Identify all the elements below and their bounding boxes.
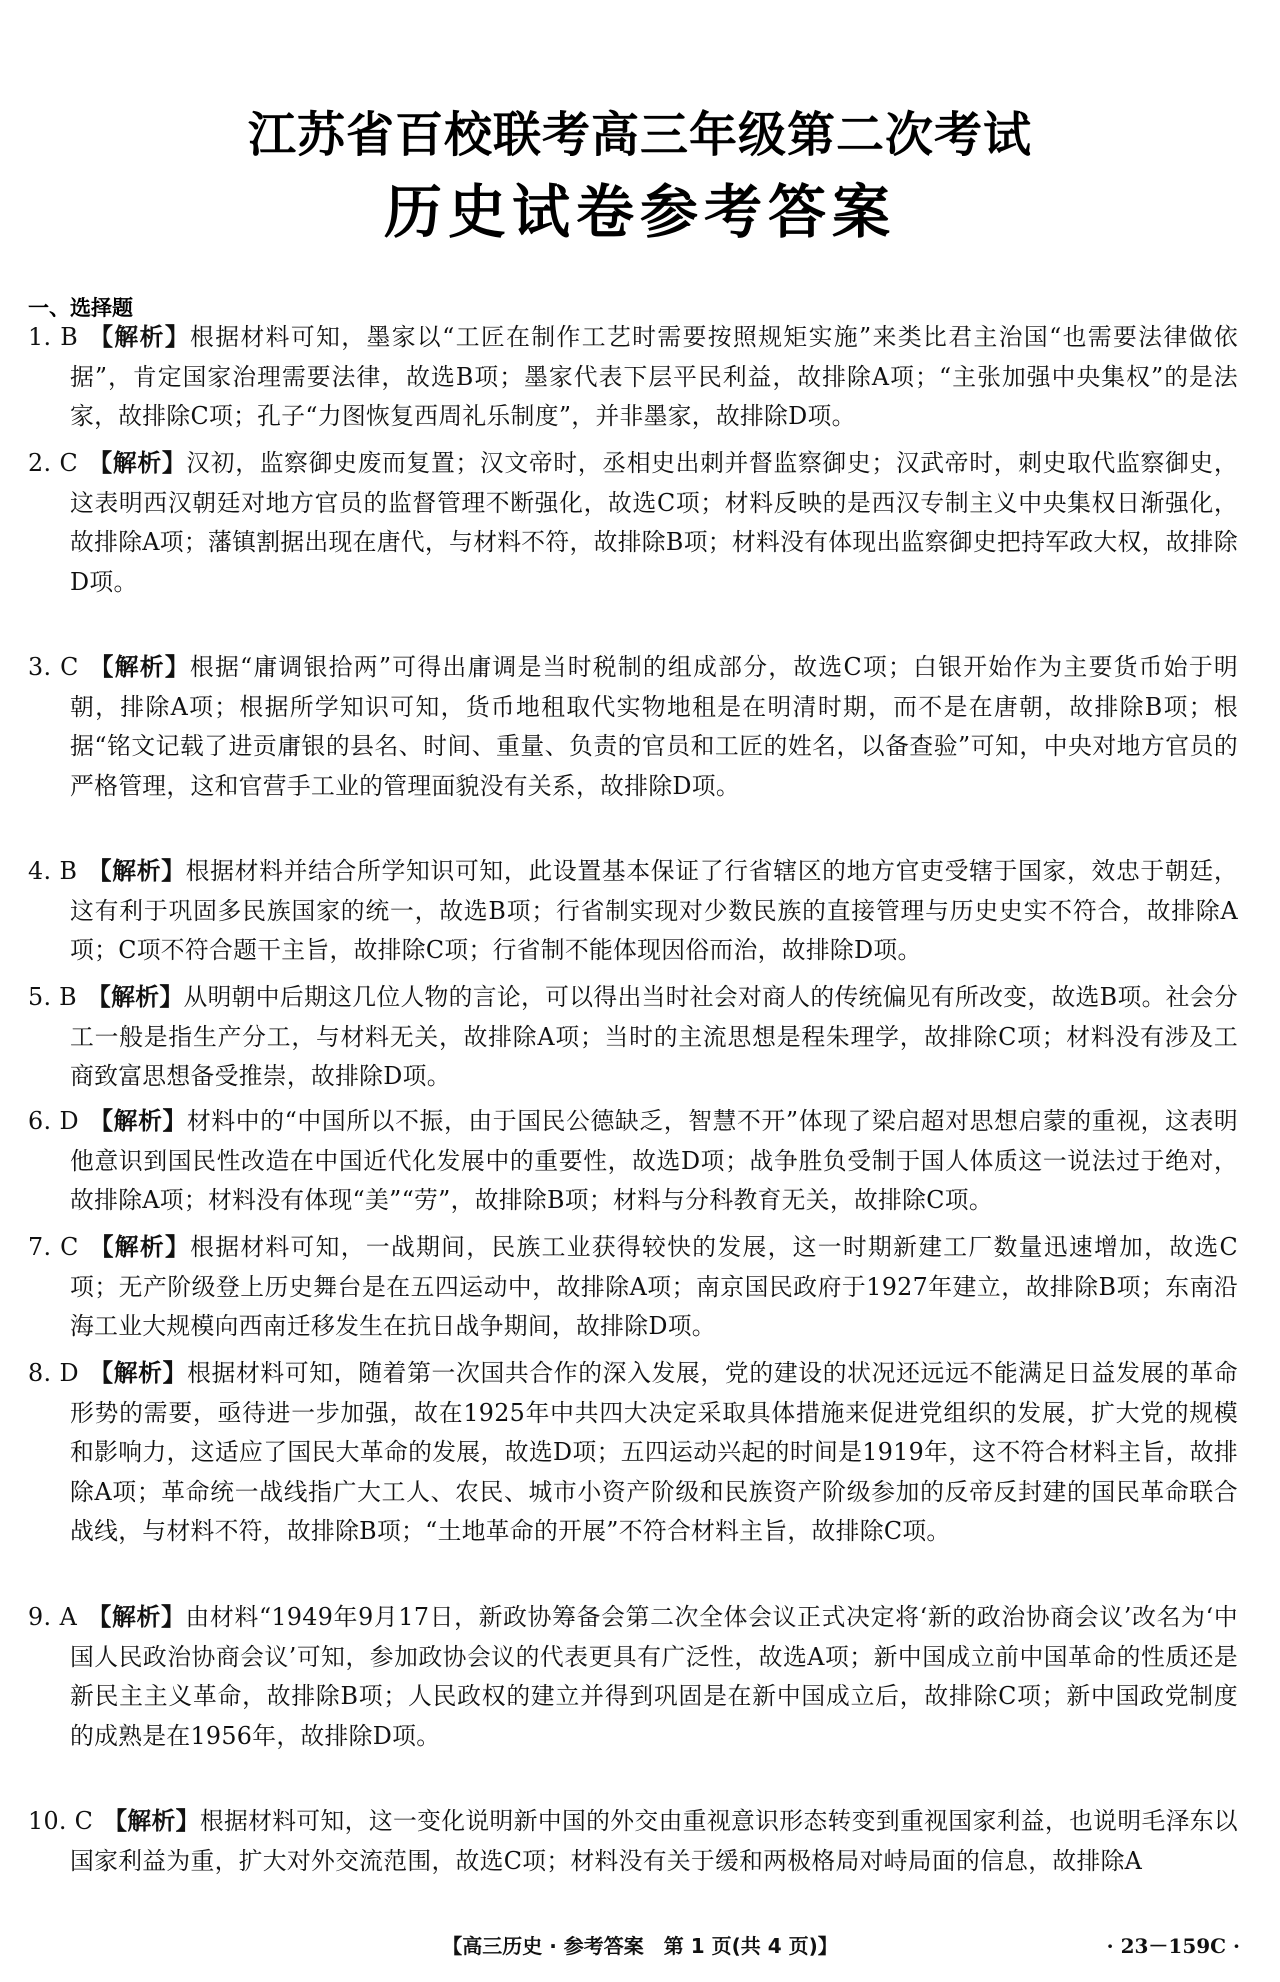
question-item — [28, 318, 1238, 437]
question-answer: 3. C — [28, 653, 79, 681]
analysis-tag: 【解析】 — [88, 1233, 191, 1261]
question-item — [28, 1102, 1238, 1221]
analysis-text: 汉初，监察御史废而复置；汉文帝时，丞相史出刺并督监察御史；汉武帝时，刺史取代监察御史，这表明西汉朝廷对地方官员的监督管理不断强化，故选C项；材料反映的是西汉专制主义中央集权日渐强化，故排除A项；藩镇割据出现在唐代，与材料不符，故排除B项；材料没有体现出监察御史把持军政大权，故排除D项。 — [70, 449, 1238, 596]
analysis-tag: 【解析】 — [87, 1603, 186, 1631]
analysis-text: 根据材料可知，随着第一次国共合作的深入发展，党的建设的状况还远远不能满足日益发展的革命形势的需要，亟待进一步加强，故在1925年中共四大决定采取具体措施来促进党组织的发展，扩大党的规模和影响力，这适应了国民大革命的发展，故选D项；五四运动兴起的时间是1919年，这不符合材料主旨，故排除A项；革命统一战线指广大工人、农民、城市小资产阶级和民族资产阶级参加的反帝反封建的国民革命联合战线，与材料不符，故排除B项；“土地革命的开展”不符合材料主旨，故排除C项。 — [70, 1359, 1238, 1545]
analysis-tag: 【解析】 — [88, 1107, 187, 1135]
analysis-tag: 【解析】 — [103, 1807, 200, 1835]
question-answer: 2. C — [28, 449, 79, 477]
analysis-text: 根据材料可知，一战期间，民族工业获得较快的发展，这一时期新建工厂数量迅速增加，故选C项；无产阶级登上历史舞台是在五四运动中，故排除A项；南京国民政府于1927年建立，故排除B项；东南沿海工业大规模向西南迁移发生在抗日战争期间，故排除D项。 — [70, 1233, 1238, 1340]
analysis-text: 根据材料并结合所学知识可知，此设置基本保证了行省辖区的地方官吏受辖于国家，效忠于朝廷，这有利于巩固多民族国家的统一，故选B项；行省制实现对少数民族的直接管理与历史史实不符合，故排除A项；C项不符合题干主旨，故排除C项；行省制不能体现因俗而治，故排除D项。 — [70, 857, 1238, 964]
question-item — [28, 852, 1238, 971]
question-answer: 6. D — [28, 1107, 79, 1135]
question-answer: 4. B — [28, 857, 78, 885]
question-answer: 7. C — [28, 1233, 79, 1261]
analysis-tag: 【解析】 — [86, 983, 184, 1011]
analysis-text: 根据“庸调银拾两”可得出庸调是当时税制的组成部分，故选C项；白银开始作为主要货币始于明朝，排除A项；根据所学知识可知，货币地租取代实物地租是在明清时期，而不是在唐朝，故排除B项；根据“铭文记载了进贡庸银的县名、时间、重量、负责的官员和工匠的姓名，以备查验”可知，中央对地方官员的严格管理，这和官营手工业的管理面貌没有关系，故排除D项。 — [70, 653, 1239, 800]
question-item — [28, 444, 1238, 602]
analysis-tag: 【解析】 — [88, 449, 187, 477]
question-answer: 9. A — [28, 1603, 78, 1631]
question-item — [28, 648, 1238, 806]
question-answer: 1. B — [28, 323, 79, 351]
section-title: 一、选择题 — [28, 296, 133, 320]
analysis-text: 根据材料可知，墨家以“工匠在制作工艺时需要按照规矩实施”来类比君主治国“也需要法律做依据”，肯定国家治理需要法律，故选B项；墨家代表下层平民利益，故排除A项；“主张加强中央集权”的是法家，故排除C项；孔子“力图恢复西周礼乐制度”，并非墨家，故排除D项。 — [70, 323, 1238, 430]
question-item — [28, 978, 1238, 1097]
analysis-tag: 【解析】 — [88, 1359, 188, 1387]
question-answer: 10. C — [28, 1807, 94, 1835]
question-item — [28, 1228, 1238, 1347]
analysis-tag: 【解析】 — [88, 323, 191, 351]
question-item — [28, 1802, 1238, 1881]
question-answer: 8. D — [28, 1359, 79, 1387]
analysis-text: 材料中的“中国所以不振，由于国民公德缺乏，智慧不开”体现了梁启超对思想启蒙的重视，这表明他意识到国民性改造在中国近代化发展中的重要性，故选D项；战争胜负受制于国人体质这一说法过于绝对，故排除A项；材料没有体现“美”“劳”，故排除B项；材料与分科教育无关，故排除C项。 — [70, 1107, 1239, 1214]
analysis-tag: 【解析】 — [88, 653, 190, 681]
analysis-text: 根据材料可知，这一变化说明新中国的外交由重视意识形态转变到重视国家利益，也说明毛泽东以国家利益为重，扩大对外交流范围，故选C项；材料没有关于缓和两极格局对峙局面的信息，故排除A — [70, 1807, 1238, 1875]
analysis-text: 从明朝中后期这几位人物的言论，可以得出当时社会对商人的传统偏见有所改变，故选B项。社会分工一般是指生产分工，与材料无关，故排除A项；当时的主流思想是程朱理学，故排除C项；材料没有涉及工商致富思想备受推崇，故排除D项。 — [70, 983, 1239, 1090]
question-item — [28, 1598, 1238, 1756]
analysis-tag: 【解析】 — [87, 857, 186, 885]
analysis-text: 由材料“1949年9月17日，新政协筹备会第二次全体会议正式决定将‘新的政治协商会议’改名为‘中国人民政治协商会议’可知，参加政协会议的代表更具有广泛性，故选A项；新中国成立前中国革命的性质还是新民主主义革命，故排除B项；人民政权的建立并得到巩固是在新中国成立后，故排除C项；新中国政党制度的成熟是在1956年，故排除D项。 — [70, 1603, 1238, 1750]
question-answer: 5. B — [28, 983, 77, 1011]
footer-page-info: 【高三历史 · 参考答案 第 1 页(共 4 页)】 — [442, 1934, 838, 1958]
footer-code: · 23－159C · — [1106, 1934, 1240, 1958]
question-item — [28, 1354, 1238, 1552]
page-title: 江苏省百校联考高三年级第二次考试 — [247, 107, 1032, 163]
page-subtitle: 历史试卷参考答案 — [383, 178, 896, 246]
